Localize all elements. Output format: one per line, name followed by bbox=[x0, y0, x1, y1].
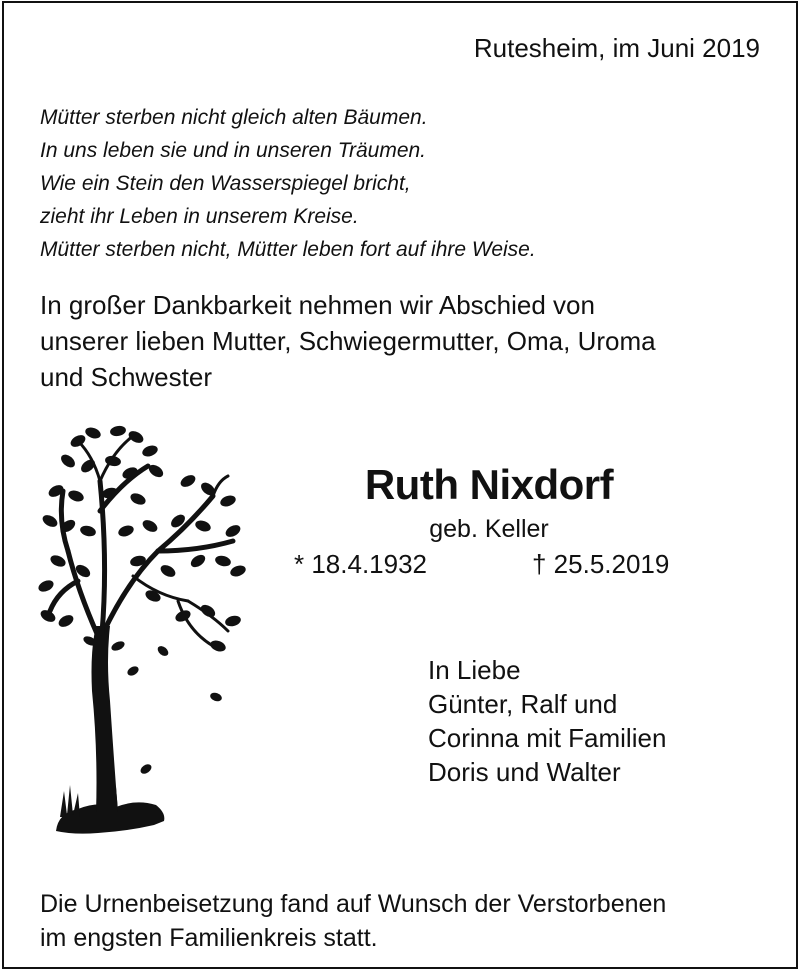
obituary-notice bbox=[2, 1, 798, 969]
burial-note-line: im engsten Familienkreis statt. bbox=[40, 924, 378, 952]
poem-line: zieht ihr Leben in unserem Kreise. bbox=[40, 205, 359, 228]
burial-note-line: Die Urnenbeisetzung fand auf Wunsch der Verstorbenen bbox=[40, 890, 667, 918]
poem-line: In uns leben sie und in unseren Träumen. bbox=[40, 139, 427, 162]
signoff bbox=[428, 653, 666, 789]
burial-note bbox=[40, 887, 666, 955]
intro-line: unserer lieben Mutter, Schwiegermutter, Oma, Uroma bbox=[40, 326, 656, 356]
deceased-name: Ruth Nixdorf bbox=[364, 461, 614, 508]
tree-silhouette-icon bbox=[38, 421, 248, 841]
signoff-line: Corinna mit Familien bbox=[428, 723, 667, 753]
birth-date: * 18.4.1932 bbox=[294, 549, 428, 579]
intro-text bbox=[40, 287, 656, 395]
intro-line: In großer Dankbarkeit nehmen wir Abschied von bbox=[40, 290, 595, 320]
place-date: Rutesheim, im Juni 2019 bbox=[473, 33, 760, 63]
poem-line: Mütter sterben nicht, Mütter leben fort auf ihre Weise. bbox=[40, 238, 536, 261]
signoff-line: In Liebe bbox=[428, 655, 521, 685]
poem-line: Wie ein Stein den Wasserspiegel bricht, bbox=[40, 172, 411, 195]
maiden-name: geb. Keller bbox=[429, 515, 549, 543]
intro-line: und Schwester bbox=[40, 362, 212, 392]
death-date: † 25.5.2019 bbox=[532, 549, 670, 579]
signoff-line: Günter, Ralf und bbox=[428, 689, 618, 719]
poem-line: Mütter sterben nicht gleich alten Bäumen. bbox=[40, 106, 428, 129]
signoff-line: Doris und Walter bbox=[428, 757, 621, 787]
poem bbox=[40, 101, 536, 266]
